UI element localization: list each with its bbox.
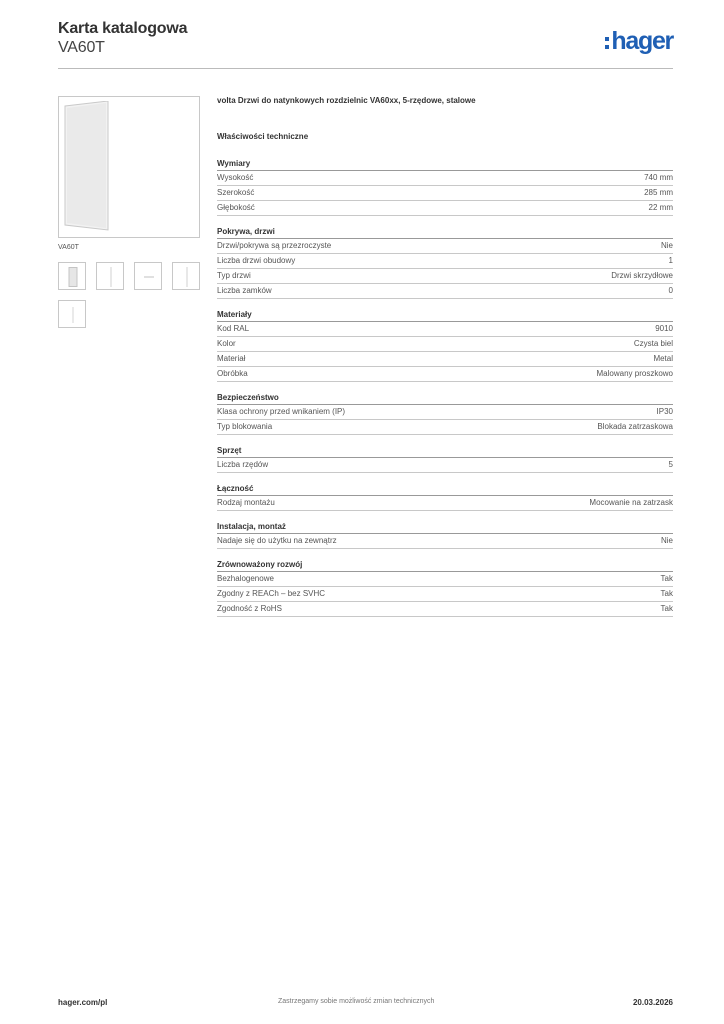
property-label: Rodzaj montażu	[217, 498, 275, 507]
property-label: Liczba drzwi obudowy	[217, 256, 296, 265]
footer-disclaimer: Zastrzegamy sobie możliwość zmian technicznych	[278, 998, 435, 1005]
page-title: Karta katalogowa	[58, 20, 188, 37]
property-value: Nie	[660, 536, 673, 545]
property-group-title: Materiały	[217, 308, 673, 322]
property-value: Tak	[660, 589, 673, 598]
property-value: 740 mm	[644, 173, 673, 182]
property-group	[217, 308, 673, 382]
property-row	[217, 587, 673, 602]
property-row	[217, 352, 673, 367]
property-row	[217, 367, 673, 382]
property-group	[217, 482, 673, 511]
property-group-title: Łączność	[217, 482, 673, 496]
property-value: 5	[668, 460, 673, 469]
property-row	[217, 420, 673, 435]
property-row	[217, 337, 673, 352]
property-value: 1	[668, 256, 673, 265]
property-group-title: Pokrywa, drzwi	[217, 225, 673, 239]
door-thumbnail-icon	[68, 267, 78, 287]
logo-dots-icon	[605, 37, 609, 49]
property-value: 9010	[655, 324, 673, 333]
property-value: IP30	[656, 407, 673, 416]
page-header	[58, 20, 673, 70]
header-divider	[58, 68, 673, 69]
property-value: 0	[668, 286, 673, 295]
door-detail-thumbnail-icon	[71, 305, 75, 325]
property-group	[217, 391, 673, 435]
thumbnail-front-view[interactable]	[58, 262, 86, 290]
property-label: Wysokość	[217, 173, 254, 182]
technical-properties-title: Właściwości techniczne	[217, 132, 309, 141]
property-row	[217, 239, 673, 254]
property-label: Drzwi/pokrywa są przezroczyste	[217, 241, 332, 250]
property-group-title: Wymiary	[217, 157, 673, 171]
property-label: Zgodność z RoHS	[217, 604, 282, 613]
property-row	[217, 254, 673, 269]
property-value: Metal	[653, 354, 673, 363]
product-image[interactable]	[58, 96, 200, 238]
property-value: Drzwi skrzydłowe	[611, 271, 673, 280]
property-value: 285 mm	[644, 188, 673, 197]
property-label: Typ blokowania	[217, 422, 273, 431]
property-label: Obróbka	[217, 369, 248, 378]
property-group-title: Sprzęt	[217, 444, 673, 458]
property-value: Blokada zatrzaskowa	[597, 422, 673, 431]
product-description: volta Drzwi do natynkowych rozdzielnic VA60xx, 5-rzędowe, stalowe	[217, 96, 476, 105]
property-row	[217, 405, 673, 420]
property-value: Czysta biel	[633, 339, 673, 348]
thumbnail-top-view[interactable]	[134, 262, 162, 290]
property-group-title: Instalacja, montaż	[217, 520, 673, 534]
property-value: Tak	[660, 574, 673, 583]
property-label: Klasa ochrony przed wnikaniem (IP)	[217, 407, 346, 416]
property-group-title: Bezpieczeństwo	[217, 391, 673, 405]
property-label: Nadaje się do użytku na zewnątrz	[217, 536, 337, 545]
property-group	[217, 157, 673, 216]
property-label: Kolor	[217, 339, 236, 348]
product-details	[217, 96, 673, 626]
property-groups	[217, 157, 673, 617]
door-edge-thumbnail-icon	[185, 267, 189, 287]
footer-date: 20.03.2026	[632, 998, 673, 1007]
property-value: 22 mm	[648, 203, 673, 212]
property-row	[217, 496, 673, 511]
property-value: Mocowanie na zatrzask	[589, 498, 673, 507]
property-group	[217, 520, 673, 549]
property-row	[217, 534, 673, 549]
property-value: Malowany proszkowo	[596, 369, 673, 378]
property-label: Kod RAL	[217, 324, 250, 333]
property-label: Liczba zamków	[217, 286, 272, 295]
property-label: Materiał	[217, 354, 246, 363]
property-value: Tak	[660, 604, 673, 613]
property-group	[217, 225, 673, 299]
property-row	[217, 602, 673, 617]
property-group	[217, 444, 673, 473]
logo-text: hager	[611, 26, 673, 55]
property-label: Zgodny z REACh – bez SVHC	[217, 589, 326, 598]
property-label: Bezhalogenowe	[217, 574, 274, 583]
thumbnail-side-view[interactable]	[96, 262, 124, 290]
property-label: Szerokość	[217, 188, 255, 197]
property-row	[217, 171, 673, 186]
property-label: Typ drzwi	[217, 271, 251, 280]
brand-logo[interactable]	[605, 26, 673, 56]
property-row	[217, 572, 673, 587]
footer-website-link[interactable]: hager.com/pl	[58, 998, 108, 1007]
property-row	[217, 458, 673, 473]
property-label: Liczba rzędów	[217, 460, 269, 469]
product-image-caption: VA60T	[58, 244, 79, 251]
property-row	[217, 201, 673, 216]
door-side-thumbnail-icon	[109, 267, 113, 287]
property-group-title: Zrównoważony rozwój	[217, 558, 673, 572]
property-row	[217, 269, 673, 284]
door-panel-icon	[64, 101, 110, 231]
thumbnail-detail-view[interactable]	[58, 300, 86, 328]
property-row	[217, 284, 673, 299]
thumbnail-edge-view[interactable]	[172, 262, 200, 290]
property-value: Nie	[660, 241, 673, 250]
door-top-thumbnail-icon	[144, 274, 154, 280]
property-group	[217, 558, 673, 617]
property-row	[217, 322, 673, 337]
property-row	[217, 186, 673, 201]
property-label: Głębokość	[217, 203, 255, 212]
product-code: VA60T	[58, 39, 105, 56]
